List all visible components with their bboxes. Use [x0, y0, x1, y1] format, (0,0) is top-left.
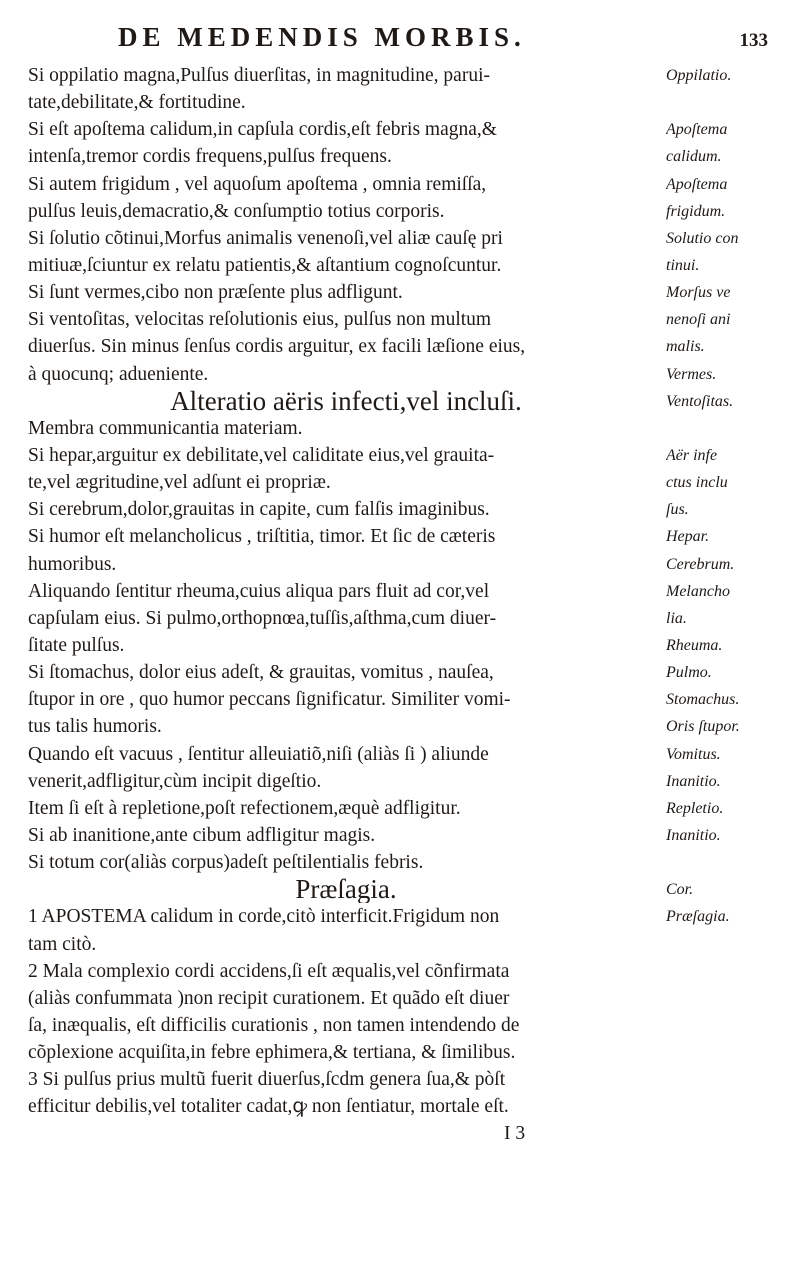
margin-note: [666, 931, 796, 958]
margin-note: ſus.: [666, 501, 689, 519]
text-line: ſtupor in ore , quo humor peccans ſignificatur. Similiter vomi-: [28, 689, 511, 711]
margin-note: Repletio.: [666, 799, 724, 817]
margin-note: tinui.: [666, 256, 700, 274]
text-line: Quando eſt vacuus , ſentitur alleuiatiõ,niſi (aliàs ſi ) aliunde: [28, 743, 489, 765]
text-line: venerit,adfligitur,cùm incipit digeſtio.: [28, 770, 322, 792]
text-line: pulſus leuis,demacratio,& conſumptio totius corporis.: [28, 200, 445, 222]
text-line: ſitate pulſus.: [28, 634, 125, 656]
text-line: mitiuæ,ſciuntur ex relatu patientis,& aſtantium cognoſcuntur.: [28, 254, 502, 276]
text-line: ſa, inæqualis, eſt difficilis curationis , non tamen intendendo de: [28, 1014, 520, 1036]
text-line: Membra communicantia materiam.: [28, 417, 303, 439]
margin-note: nenoſi ani: [666, 311, 731, 329]
margin-note: lia.: [666, 609, 687, 627]
text-line: Si ſolutio cõtinui,Morfus animalis venenoſi,vel aliæ cauſę pri: [28, 227, 503, 249]
margin-note: [666, 1012, 796, 1039]
section-heading: Præſagia.: [295, 876, 397, 904]
page-header: [118, 22, 768, 58]
margin-note: Præſagia.: [666, 908, 730, 926]
margin-note: [666, 985, 796, 1012]
text-line: (aliàs confummata )non recipit curationem. Et quãdo eſt diuer: [28, 987, 510, 1009]
margin-note: Apoſtema: [666, 121, 728, 139]
text-line: Si ventoſitas, velocitas reſolutionis eius, pulſus non multum: [28, 309, 492, 331]
margin-note: malis.: [666, 338, 705, 356]
margin-note: Pulmo.: [666, 664, 712, 682]
margin-note: Apoſtema: [666, 175, 728, 193]
margin-note: Cerebrum.: [666, 555, 735, 573]
text-line: tus talis humoris.: [28, 716, 162, 738]
text-line: Si ſtomachus, dolor eius adeſt, & grauitas, vomitus , nauſea,: [28, 662, 494, 684]
margin-note: [666, 1066, 796, 1093]
text-line: Si cerebrum,dolor,grauitas in capite, cum falſis imaginibus.: [28, 499, 490, 521]
text-line: Aliquando ſentitur rheuma,cuius aliqua pars fluit ad cor,vel: [28, 580, 490, 602]
text-line: Si ab inanitione,ante cibum adfligitur magis.: [28, 824, 376, 846]
text-line: intenſa,tremor cordis frequens,pulſus frequens.: [28, 146, 392, 168]
text-line: efficitur debilis,vel totaliter cadat,ꝙ non ſentiatur, mortale eſt.: [28, 1096, 509, 1118]
margin-note: Stomachus.: [666, 691, 740, 709]
text-line: Item ſi eſt à repletione,poſt refectionem,æquè adfligitur.: [28, 797, 461, 819]
text-line: te,vel ægritudine,vel adſunt ei propriæ.: [28, 472, 331, 494]
margin-note: Oppilatio.: [666, 67, 732, 84]
section-heading: Alteratio aëris infecti,vel incluſi.: [170, 387, 522, 415]
margin-note: Inanitio.: [666, 772, 721, 790]
text-line: tam citò.: [28, 933, 97, 955]
margin-note: Melancho: [666, 582, 730, 600]
margin-note: Hepar.: [666, 528, 710, 546]
text-line: Si totum cor(aliàs corpus)adeſt peſtilentialis febris.: [28, 852, 424, 874]
margin-note: Solutio con: [666, 229, 739, 247]
margin-note: Rheuma.: [666, 636, 723, 654]
margin-note: [666, 849, 796, 876]
margin-note: [666, 89, 796, 116]
text-line: Si humor eſt melancholicus , triſtitia, timor. Et ſic de cæteris: [28, 526, 496, 548]
text-line: Si eſt apoſtema calidum,in capſula cordis,eſt febris magna,&: [28, 119, 497, 141]
margin-note: Vermes.: [666, 365, 717, 383]
text-line: humoribus.: [28, 553, 117, 575]
margin-note: frigidum.: [666, 202, 726, 220]
text-line: à quocunq; adueniente.: [28, 363, 209, 385]
margin-note: Vomitus.: [666, 745, 721, 763]
margin-note: Oris ſtupor.: [666, 718, 740, 736]
text-line: I 3: [504, 1123, 526, 1145]
margin-note: [666, 1093, 796, 1120]
text-line: tate,debilitate,& fortitudine.: [28, 92, 246, 114]
text-line: Si ſunt vermes,cibo non præſente plus adfligunt.: [28, 282, 403, 304]
text-line: capſulam eius. Si pulmo,orthopnœa,tuſſis,aſthma,cum diuer-: [28, 607, 497, 629]
main-text-column: [28, 62, 664, 1148]
page-number: 133: [739, 30, 768, 51]
margin-note: Morſus ve: [666, 284, 731, 302]
running-title: DE MEDENDIS MORBIS.: [118, 22, 526, 52]
text-line: 2 Mala complexio cordi accidens,ſi eſt æqualis,vel cõnfirmata: [28, 960, 510, 982]
text-line: 1 APOSTEMA calidum in corde,citò interficit.Frigidum non: [28, 906, 500, 928]
margin-note: Ventoſitas.: [666, 392, 734, 410]
margin-note: [666, 415, 796, 442]
margin-note: [666, 1120, 796, 1147]
margin-notes-column: [666, 62, 796, 1148]
margin-note: Aër infe: [666, 446, 718, 464]
margin-note: calidum.: [666, 148, 722, 166]
text-line: cõplexione acquiſita,in febre ephimera,& tertiana, & ſimilibus.: [28, 1042, 516, 1064]
margin-note: [666, 1039, 796, 1066]
margin-note: Cor.: [666, 881, 694, 899]
text-line: 3 Si pulſus prius multũ fuerit diuerſus,ſcdm genera ſua,& pòſt: [28, 1069, 506, 1091]
text-line: Si oppilatio magna,Pulſus diuerſitas, in magnitudine, parui-: [28, 65, 490, 86]
text-line: diuerſus. Sin minus ſenſus cordis arguitur, ex facili læſione eius,: [28, 336, 526, 358]
margin-note: [666, 958, 796, 985]
margin-note: Inanitio.: [666, 826, 721, 844]
text-line: Si autem frigidum , vel aquoſum apoſtema , omnia remiſſa,: [28, 173, 487, 195]
text-line: Si hepar,arguitur ex debilitate,vel caliditate eius,vel grauita-: [28, 444, 495, 466]
margin-note: ctus inclu: [666, 474, 728, 492]
